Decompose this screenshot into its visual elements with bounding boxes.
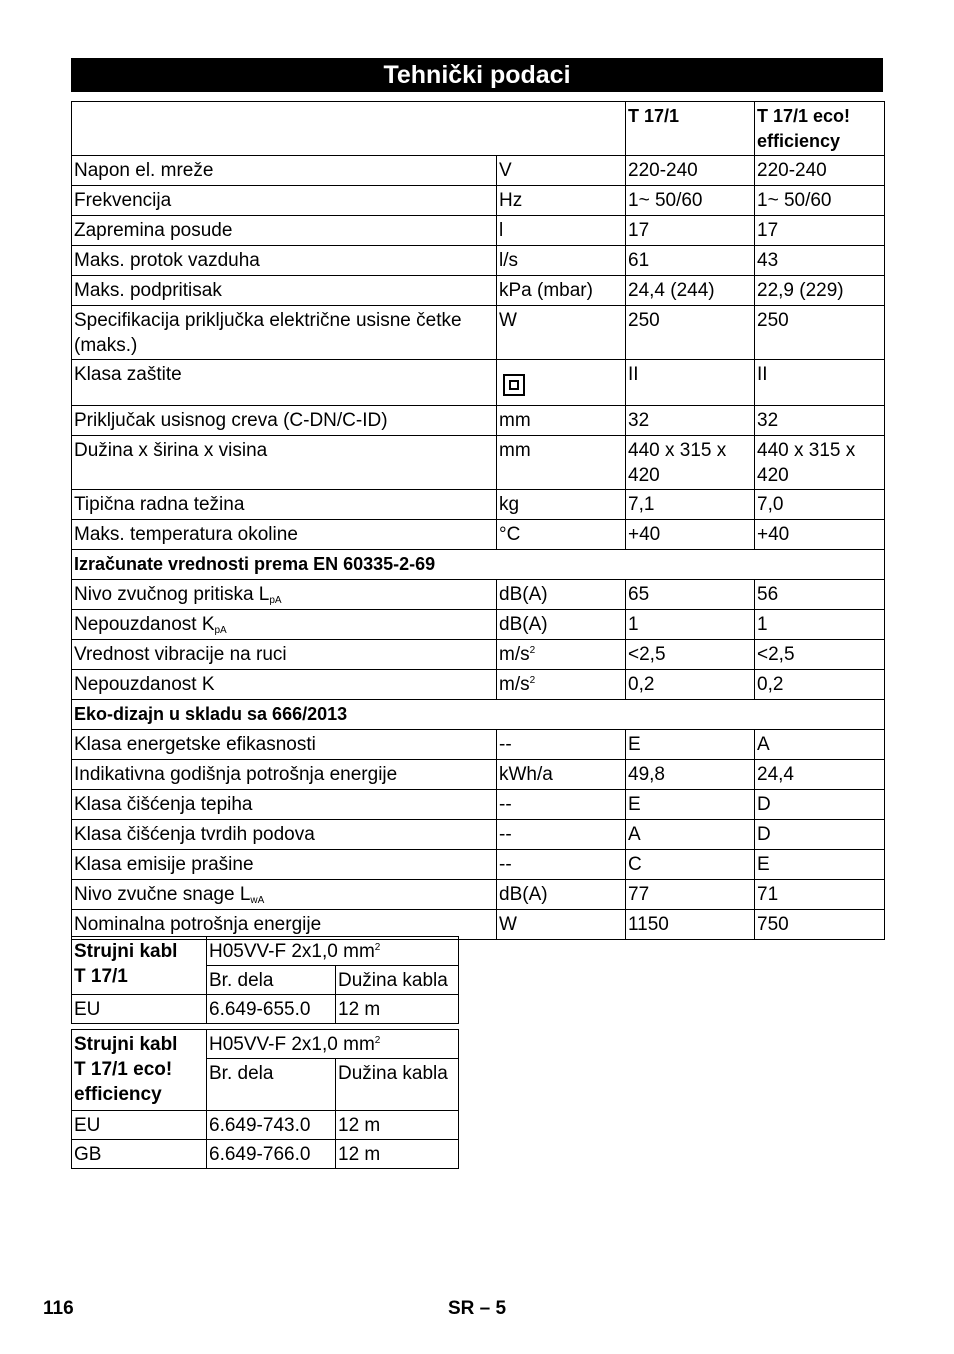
table-row — [72, 520, 885, 550]
row-unit — [497, 640, 626, 670]
table-row — [72, 790, 885, 820]
row-unit: dB(A) — [497, 880, 626, 910]
row-value-1: 7,1 — [626, 490, 755, 520]
row-label: Zapremina posude — [72, 216, 497, 246]
row-value-2: 1~ 50/60 — [755, 186, 885, 216]
row-unit: -- — [497, 850, 626, 880]
row-label: Maks. podpritisak — [72, 276, 497, 306]
row-unit: dB(A) — [497, 580, 626, 610]
row-label-subscript: wA — [250, 895, 265, 906]
cable-length: 12 m — [336, 1140, 459, 1169]
row-value-1: 220-240 — [626, 156, 755, 186]
row-label-text: Nivo zvučnog pritiska L — [74, 584, 270, 605]
row-unit-text: m/s — [499, 644, 530, 665]
cable-title-line1: Strujni kabl — [74, 941, 178, 962]
cable-col-part: Br. dela — [207, 1059, 336, 1111]
row-unit: -- — [497, 730, 626, 760]
row-value-1-line2: 420 — [628, 465, 660, 486]
row-label: Klasa čišćenja tepiha — [72, 790, 497, 820]
row-value-1: 49,8 — [626, 760, 755, 790]
row-value-2: 22,9 (229) — [755, 276, 885, 306]
row-unit: °C — [497, 520, 626, 550]
row-label: Priključak usisnog creva (C-DN/C-ID) — [72, 406, 497, 436]
cable-part-number: 6.649-743.0 — [207, 1111, 336, 1140]
table-row — [72, 186, 885, 216]
row-value-1: 77 — [626, 880, 755, 910]
cable-part-number: 6.649-655.0 — [207, 995, 336, 1024]
row-unit: kg — [497, 490, 626, 520]
table-row — [72, 670, 885, 700]
row-label: Klasa energetske efikasnosti — [72, 730, 497, 760]
table-row — [72, 580, 885, 610]
table-row — [72, 276, 885, 306]
cable-spec-superscript: 2 — [374, 942, 381, 953]
row-value-1: C — [626, 850, 755, 880]
section-heading-en: Izračunate vrednosti prema EN 60335-2-69 — [72, 550, 885, 580]
row-value-2-line2: 420 — [757, 465, 789, 486]
table-row — [72, 850, 885, 880]
cable-part-number: 6.649-766.0 — [207, 1140, 336, 1169]
page-title: Tehnički podaci — [71, 58, 883, 92]
row-unit: mm — [497, 436, 626, 490]
table-header-row — [72, 102, 885, 156]
cable-title-line2: T 17/1 eco! — [74, 1059, 173, 1080]
cable-title-line2: T 17/1 — [74, 966, 128, 987]
row-label: Nominalna potrošnja energije — [72, 910, 497, 940]
row-value-2: 7,0 — [755, 490, 885, 520]
table-row — [72, 156, 885, 186]
row-value-1: 24,4 (244) — [626, 276, 755, 306]
row-value-1: 32 — [626, 406, 755, 436]
power-cable-table-t17-1-eco — [71, 1029, 459, 1169]
cable-length: 12 m — [336, 995, 459, 1024]
row-label: Klasa zaštite — [72, 360, 497, 406]
row-label: Klasa čišćenja tvrdih podova — [72, 820, 497, 850]
table-row — [72, 490, 885, 520]
row-label-text: Nivo zvučne snage L — [74, 884, 251, 905]
row-label-subscript: pA — [269, 595, 282, 606]
row-label: Tipična radna težina — [72, 490, 497, 520]
row-unit: mm — [497, 406, 626, 436]
cable-col-length: Dužina kabla — [336, 1059, 459, 1111]
row-unit: kPa (mbar) — [497, 276, 626, 306]
row-value-2: 24,4 — [755, 760, 885, 790]
row-value-2: E — [755, 850, 885, 880]
table-row — [72, 730, 885, 760]
cable-title — [72, 937, 207, 995]
row-value-2: 71 — [755, 880, 885, 910]
row-unit-text: m/s — [499, 674, 530, 695]
row-value-1: 65 — [626, 580, 755, 610]
header-empty-cell — [72, 102, 626, 156]
row-value-2: 17 — [755, 216, 885, 246]
row-value-2: 1 — [755, 610, 885, 640]
page-number: 116 — [43, 1298, 74, 1319]
row-value-2 — [755, 436, 885, 490]
row-label — [72, 610, 497, 640]
row-label — [72, 580, 497, 610]
row-unit-superscript: 2 — [529, 645, 536, 656]
row-value-1: 250 — [626, 306, 755, 360]
row-value-2: II — [755, 360, 885, 406]
row-unit: dB(A) — [497, 610, 626, 640]
table-row — [72, 436, 885, 490]
cable-spec-row — [72, 1030, 459, 1059]
row-label: Indikativna godišnja potrošnja energije — [72, 760, 497, 790]
row-label-text: Nepouzdanost K — [74, 614, 215, 635]
table-row — [72, 1111, 459, 1140]
row-unit: V — [497, 156, 626, 186]
row-value-1: 61 — [626, 246, 755, 276]
row-value-1: +40 — [626, 520, 755, 550]
cable-title — [72, 1030, 207, 1111]
table-row — [72, 406, 885, 436]
row-label: Frekvencija — [72, 186, 497, 216]
table-row — [72, 995, 459, 1024]
row-value-1: 1~ 50/60 — [626, 186, 755, 216]
row-value-2: 220-240 — [755, 156, 885, 186]
row-value-1 — [626, 436, 755, 490]
cable-region: EU — [72, 1111, 207, 1140]
row-value-1: E — [626, 790, 755, 820]
table-row — [72, 880, 885, 910]
row-unit: -- — [497, 820, 626, 850]
cable-region: EU — [72, 995, 207, 1024]
row-unit — [497, 670, 626, 700]
cable-length: 12 m — [336, 1111, 459, 1140]
table-row — [72, 246, 885, 276]
row-value-1: A — [626, 820, 755, 850]
cable-spec-text: H05VV-F 2x1,0 mm — [209, 941, 375, 962]
cable-spec-row — [72, 937, 459, 966]
row-unit: kWh/a — [497, 760, 626, 790]
row-unit-superscript: 2 — [529, 675, 536, 686]
row-value-1-line1: 440 x 315 x — [628, 440, 727, 461]
table-row — [72, 360, 885, 406]
row-value-2: 750 — [755, 910, 885, 940]
cable-spec — [207, 1030, 459, 1059]
row-value-1: II — [626, 360, 755, 406]
column-header-model-1: T 17/1 — [626, 102, 755, 156]
row-unit: W — [497, 306, 626, 360]
row-value-2: D — [755, 820, 885, 850]
row-value-1: 0,2 — [626, 670, 755, 700]
cable-title-line1: Strujni kabl — [74, 1034, 178, 1055]
column-header-model-2 — [755, 102, 885, 156]
cable-spec — [207, 937, 459, 966]
row-label-line2: (maks.) — [74, 335, 138, 356]
row-label: Vrednost vibracije na ruci — [72, 640, 497, 670]
row-label-subscript: pA — [214, 625, 227, 636]
row-unit: l — [497, 216, 626, 246]
row-unit: -- — [497, 790, 626, 820]
column-header-model-2-line2: efficiency — [757, 131, 841, 151]
row-label: Klasa emisije prašine — [72, 850, 497, 880]
row-value-2: 0,2 — [755, 670, 885, 700]
table-row — [72, 820, 885, 850]
row-label: Maks. protok vazduha — [72, 246, 497, 276]
table-row — [72, 640, 885, 670]
row-value-2: 43 — [755, 246, 885, 276]
protection-class-ii-icon — [503, 374, 525, 396]
cable-title-line3: efficiency — [74, 1084, 162, 1105]
row-value-1: 17 — [626, 216, 755, 246]
row-value-2: 250 — [755, 306, 885, 360]
row-value-1: 1 — [626, 610, 755, 640]
row-label — [72, 880, 497, 910]
row-unit: l/s — [497, 246, 626, 276]
row-value-2: <2,5 — [755, 640, 885, 670]
row-value-2: D — [755, 790, 885, 820]
row-label — [72, 306, 497, 360]
row-unit: W — [497, 910, 626, 940]
column-header-model-2-line1: T 17/1 eco! — [757, 106, 851, 126]
row-value-2: A — [755, 730, 885, 760]
table-row — [72, 910, 885, 940]
row-value-2-line1: 440 x 315 x — [757, 440, 856, 461]
row-value-1: E — [626, 730, 755, 760]
table-row — [72, 306, 885, 360]
row-value-2: +40 — [755, 520, 885, 550]
technical-data-table — [71, 101, 885, 940]
row-value-1: <2,5 — [626, 640, 755, 670]
cable-spec-text: H05VV-F 2x1,0 mm — [209, 1034, 375, 1055]
table-row — [72, 216, 885, 246]
cable-col-part: Br. dela — [207, 966, 336, 995]
section-row-en — [72, 550, 885, 580]
row-value-2: 56 — [755, 580, 885, 610]
row-unit — [497, 360, 626, 406]
row-label: Dužina x širina x visina — [72, 436, 497, 490]
row-label: Maks. temperatura okoline — [72, 520, 497, 550]
cable-spec-superscript: 2 — [374, 1035, 381, 1046]
section-page-label: SR – 5 — [448, 1298, 507, 1319]
row-label: Napon el. mreže — [72, 156, 497, 186]
row-value-2: 32 — [755, 406, 885, 436]
table-row — [72, 1140, 459, 1169]
row-unit: Hz — [497, 186, 626, 216]
power-cable-table-t17-1 — [71, 936, 459, 1024]
row-label: Nepouzdanost K — [72, 670, 497, 700]
section-heading-eco: Eko-dizajn u skladu sa 666/2013 — [72, 700, 885, 730]
cable-region: GB — [72, 1140, 207, 1169]
section-row-eco — [72, 700, 885, 730]
table-row — [72, 610, 885, 640]
row-label-line1: Specifikacija priključka električne usisne četke — [74, 310, 462, 331]
cable-col-length: Dužina kabla — [336, 966, 459, 995]
table-row — [72, 760, 885, 790]
row-value-1: 1150 — [626, 910, 755, 940]
